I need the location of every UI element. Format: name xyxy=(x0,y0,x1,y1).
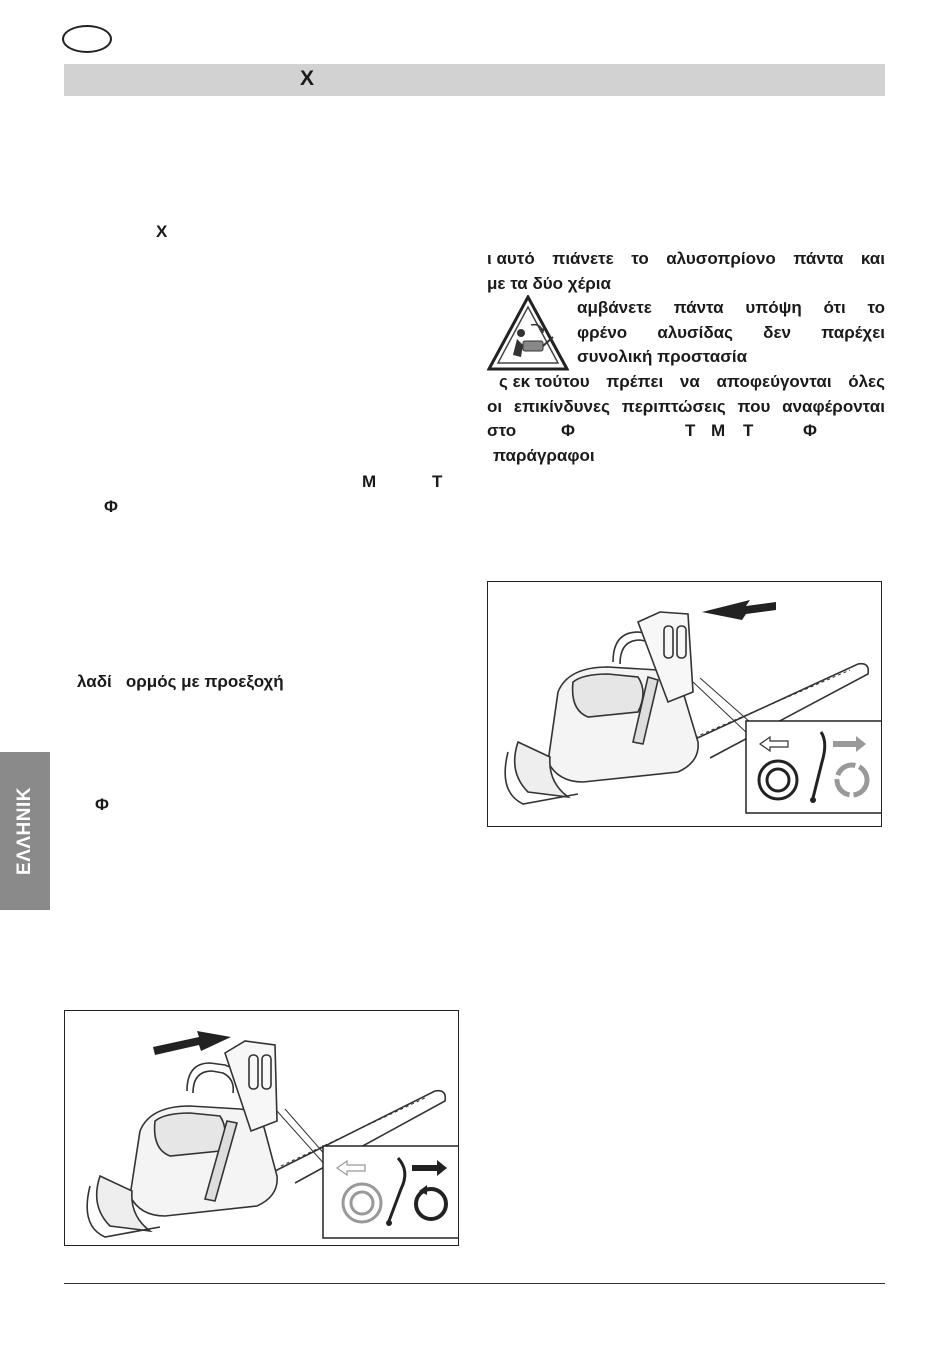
direction-arrow-icon xyxy=(702,600,776,620)
warning-paragraph xyxy=(577,296,885,370)
para2-line-1: ς εκ τούτου πρέπει να αποφεύγονται όλες xyxy=(499,372,885,391)
language-badge xyxy=(62,25,112,53)
left-letter-m: M xyxy=(362,472,377,491)
warn-line-2: φρένο αλυσίδας δεν παρέχει xyxy=(577,322,885,342)
warn-line-1: αμβάνετε πάντα υπόψη ότι το xyxy=(577,298,885,317)
section-header-bar xyxy=(64,64,885,96)
warn-line-3: συνολική προστασία xyxy=(577,347,748,367)
figure-chain-brake-engaged xyxy=(487,581,882,827)
para1-line-1: ι αυτό πιάνετε το αλυσοπρίονο πάντα και xyxy=(487,249,885,268)
footer-divider xyxy=(64,1283,885,1284)
para1-line-2: με τα δύο χέρια xyxy=(487,273,611,293)
figure-chain-brake-released xyxy=(64,1010,459,1246)
chainsaw-drawing xyxy=(488,582,881,826)
right-paragraph-1 xyxy=(487,247,885,296)
language-side-tab xyxy=(0,752,50,910)
para2-line-2: οι επικίνδυνες περιπτώσεις που αναφέρονται xyxy=(487,396,885,416)
para2-line-4: παράγραφοι xyxy=(493,445,595,465)
chainsaw-drawing-2 xyxy=(65,1011,458,1245)
para2-line-3: στο Φ Τ Μ Τ Φ xyxy=(487,421,817,441)
left-heading-x: X xyxy=(156,222,168,241)
kickback-warning-icon xyxy=(487,295,569,371)
side-tab-label: ΕΛΛΗΝΙΚ xyxy=(14,787,35,875)
section-title: X xyxy=(300,67,315,90)
direction-arrow-icon-2 xyxy=(153,1031,231,1055)
left-subheading: λαδί ορμός με προεξοχή xyxy=(77,672,284,691)
left-letter-phi: Φ xyxy=(104,497,118,516)
right-paragraph-2 xyxy=(487,370,885,468)
left-letter-phi-2: Φ xyxy=(95,795,109,814)
left-letter-t: T xyxy=(432,472,443,491)
